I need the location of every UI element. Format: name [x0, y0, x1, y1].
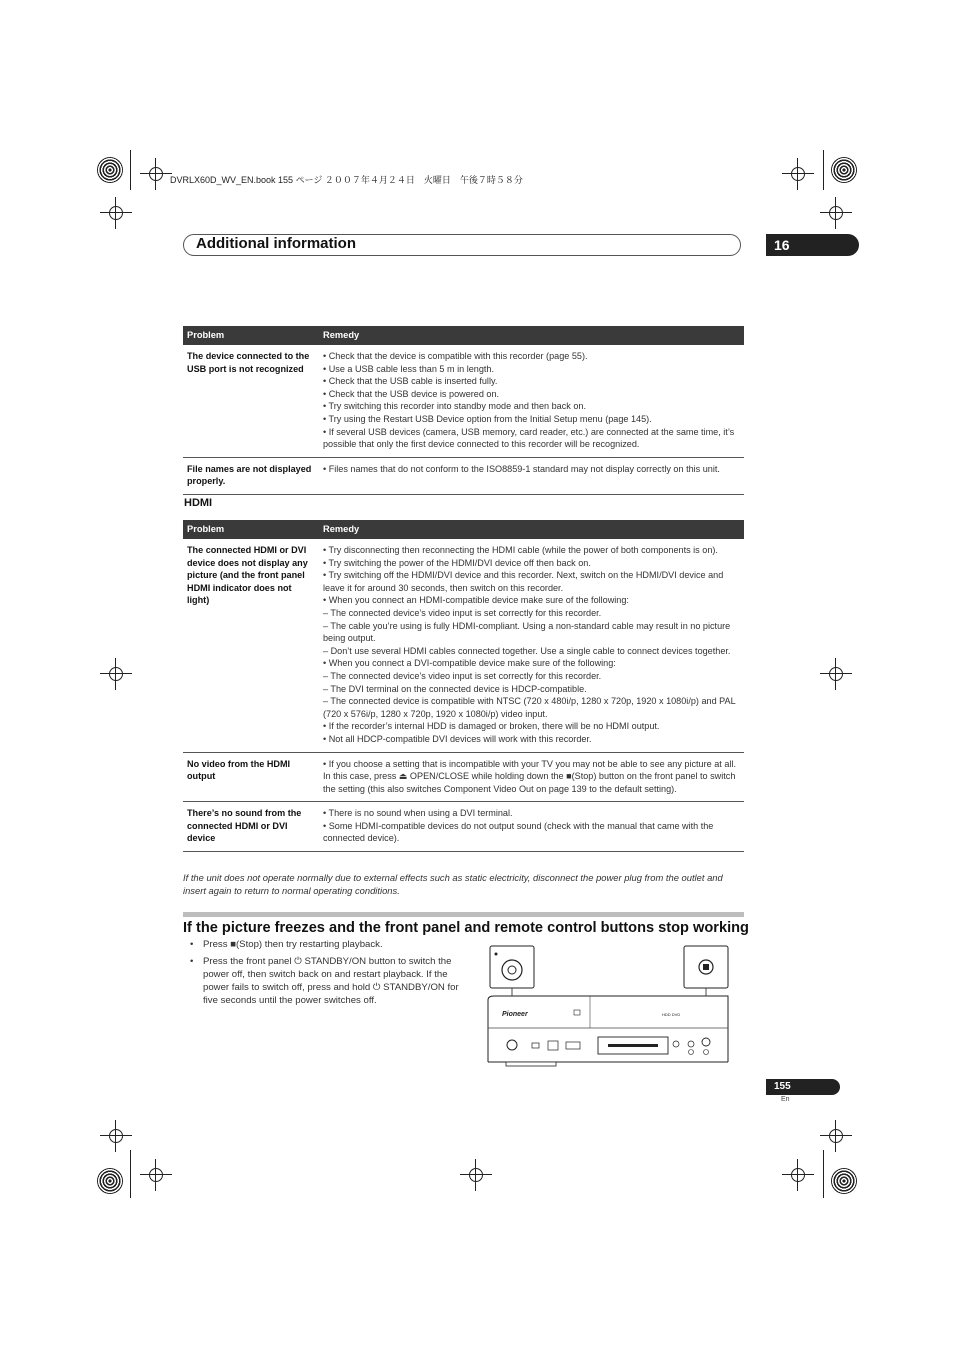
static-electricity-note: If the unit does not operate normally due to external effects such as static electricity, disconnect the power plug from the outlet and insert again to return to normal operating conditions.	[183, 872, 723, 896]
table-row	[183, 752, 744, 802]
usb-troubleshooting-table	[183, 326, 744, 495]
crop-mark-icon	[829, 1129, 843, 1143]
file-header: DVRLX60D_WV_EN.book 155 ページ ２００７年４月２４日 火曜日 午後７時５８分	[170, 175, 523, 185]
remedy-line: • Files names that do not conform to the ISO8859-1 standard may not display correctly on this unit.	[323, 463, 720, 474]
remedy-line: • Check that the USB device is powered on.	[323, 388, 500, 399]
remedy-line: – The DVI terminal on the connected device is HDCP-compatible.	[323, 683, 587, 694]
hdmi-heading: HDMI	[184, 497, 213, 509]
hdmi-troubleshooting-table	[183, 520, 744, 852]
remedy-line: – The connected device is compatible with NTSC (720 x 480i/p, 1280 x 720p, 1920 x 1080i/p) and PAL (720 x 576i/p, 1280 x 720p, 1920 x 1080i/p) video input.	[323, 696, 736, 719]
crop-mark-icon	[469, 1168, 483, 1182]
problem-cell: The connected HDMI or DVI device does not display any picture (and the front panel HDMI indicator does not light)	[183, 539, 319, 752]
remedy-line: – The connected device’s video input is set correctly for this recorder.	[323, 670, 602, 681]
remedy-line: • Use a USB cable less than 5 m in length.	[323, 363, 495, 374]
remedy-line: – The connected device’s video input is set correctly for this recorder.	[323, 607, 602, 618]
registration-target-icon	[97, 1168, 123, 1194]
crop-mark-icon	[791, 1168, 805, 1182]
remedy-cell	[319, 539, 744, 752]
crop-line	[130, 1150, 131, 1198]
registration-target-icon	[97, 157, 123, 183]
remedy-line: • Try switching off the HDMI/DVI device and this recorder. Next, switch on the HDMI/DVI device and leave it for around 30 seconds, then switch on this recorder.	[323, 570, 724, 593]
problem-cell: File names are not displayed properly.	[183, 457, 319, 494]
crop-mark-icon	[149, 167, 163, 181]
brand-logo: Pioneer	[502, 1011, 528, 1018]
remedy-line: • Try using the Restart USB Device option from the Initial Setup menu (page 145).	[323, 413, 652, 424]
crop-mark-icon	[829, 667, 843, 681]
remedy-line: • If the recorder’s internal HDD is damaged or broken, there will be no HDMI output.	[323, 721, 660, 732]
problem-cell: The device connected to the USB port is not recognized	[183, 345, 319, 457]
crop-mark-icon	[109, 667, 123, 681]
section-title: If the picture freezes and the front panel and remote control buttons stop working	[183, 920, 749, 936]
column-header-problem: Problem	[183, 326, 319, 345]
remedy-line: • There is no sound when using a DVI terminal.	[323, 808, 513, 819]
remedy-line: – Don’t use several HDMI cables connected together. Use a single cable to connect devices together.	[323, 645, 731, 656]
table-row	[183, 802, 744, 852]
remedy-line: • Check that the device is compatible with this recorder (page 55).	[323, 351, 588, 361]
front-panel-illustration	[486, 944, 730, 1068]
page-number: 155	[766, 1079, 840, 1095]
table-row	[183, 539, 744, 752]
list-item: • Press ■(Stop) then try restarting playback.	[190, 938, 460, 951]
column-header-remedy: Remedy	[319, 326, 744, 345]
remedy-line: • Not all HDCP-compatible DVI devices will work with this recorder.	[323, 733, 592, 744]
remedy-line: • Check that the USB cable is inserted fully.	[323, 376, 498, 387]
remedy-cell	[319, 457, 744, 494]
remedy-line: • Try switching the power of the HDMI/DVI device off then back on.	[323, 557, 591, 568]
crop-mark-icon	[791, 167, 805, 181]
page-language: En	[781, 1096, 790, 1103]
crop-mark-icon	[109, 1129, 123, 1143]
svg-text:HDD DVD: HDD DVD	[662, 1012, 681, 1017]
remedy-line: • If you choose a setting that is incompatible with your TV you may not be able to see any picture at all. In this case, press ⏏ OPEN/CLOSE while holding down the ■(Stop) button on the front panel to switch the setting (this also switches Component Video Out on page 139 to the default setting).	[323, 758, 736, 794]
remedy-line: • If several USB devices (camera, USB memory, card reader, etc.) are connected at the same time, it’s possible that only the first device connected to this recorder will be recognized.	[323, 426, 735, 450]
remedy-line: • When you connect an HDMI-compatible device make sure of the following:	[323, 595, 629, 606]
crop-line	[823, 1150, 824, 1198]
steps-list	[190, 938, 460, 1011]
page-title: Additional information	[196, 235, 356, 252]
column-header-remedy: Remedy	[319, 520, 744, 539]
remedy-cell	[319, 802, 744, 852]
section-separator	[183, 912, 744, 917]
remedy-line: • Some HDMI-compatible devices do not output sound (check with the manual that came with the connected device).	[323, 820, 714, 844]
crop-mark-icon	[149, 1168, 163, 1182]
standby-button-icon	[502, 960, 522, 980]
registration-target-icon	[831, 157, 857, 183]
registration-target-icon	[831, 1168, 857, 1194]
remedy-line: – The cable you’re using is fully HDMI-compliant. Using a non-standard cable may result in no picture being output.	[323, 620, 731, 644]
table-row	[183, 457, 744, 494]
remedy-cell	[319, 752, 744, 802]
crop-mark-icon	[829, 206, 843, 220]
chapter-badge: 16	[766, 234, 859, 256]
crop-mark-icon	[109, 206, 123, 220]
problem-cell: There’s no sound from the connected HDMI or DVI device	[183, 802, 319, 852]
list-item: • Press the front panel ⏻ STANDBY/ON button to switch the power off, then switch back on and restart playback. If the power fails to switch off, press and hold ⏻ STANDBY/ON for five seconds until the power switches off.	[190, 955, 460, 1007]
remedy-line: • When you connect a DVI-compatible device make sure of the following:	[323, 658, 616, 669]
crop-line	[130, 150, 131, 190]
column-header-problem: Problem	[183, 520, 319, 539]
remedy-line: • Try switching this recorder into standby mode and then back on.	[323, 401, 586, 412]
problem-cell: No video from the HDMI output	[183, 752, 319, 802]
remedy-cell	[319, 345, 744, 457]
remedy-line: • Try disconnecting then reconnecting the HDMI cable (while the power of both components is on).	[323, 545, 718, 555]
crop-line	[823, 150, 824, 190]
table-row	[183, 345, 744, 457]
